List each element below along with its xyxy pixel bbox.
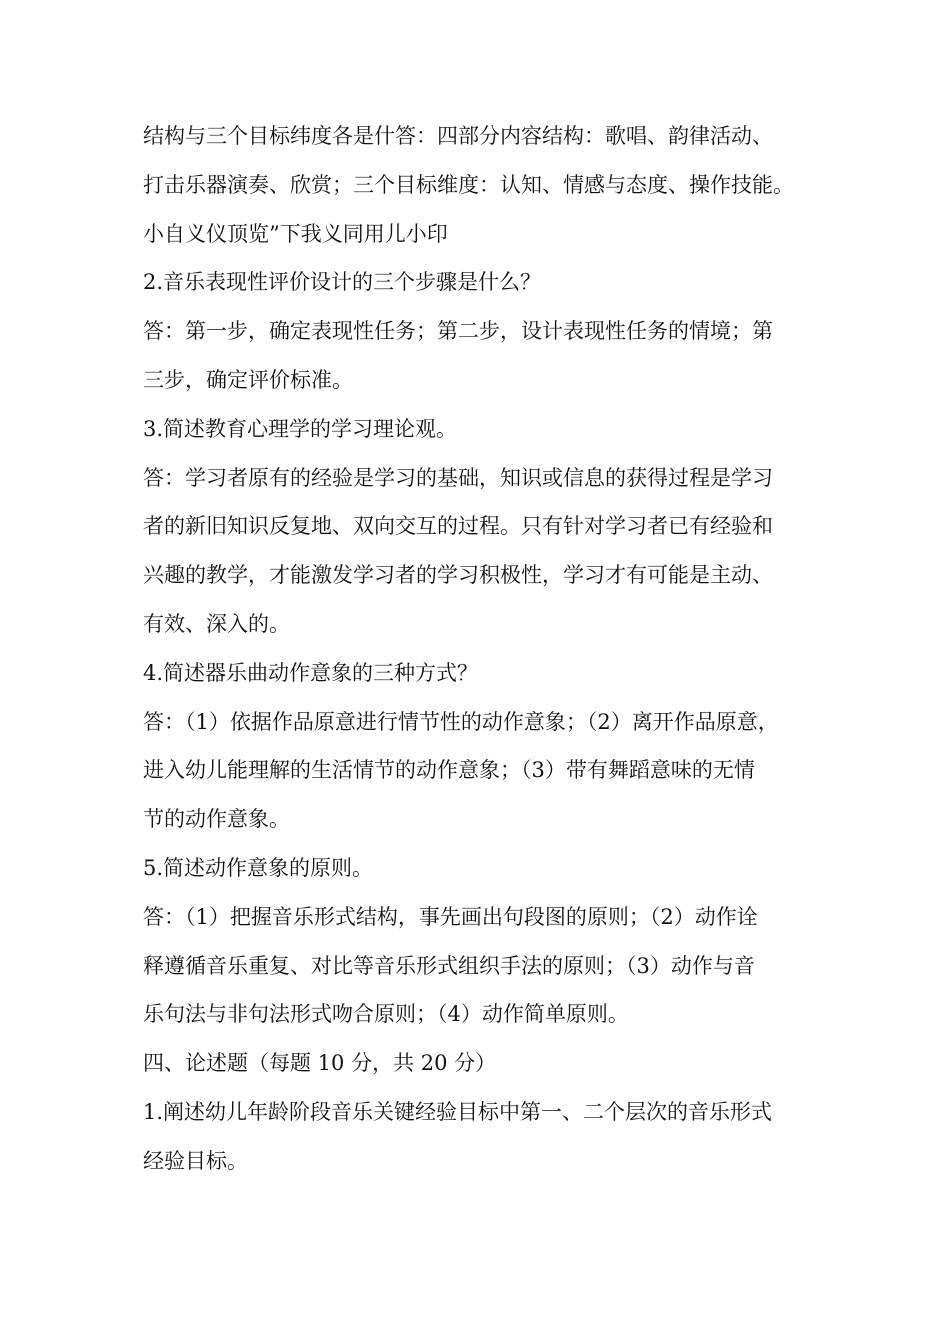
answer-5-line-2: 释遵循音乐重复、对比等音乐形式组织手法的原则；（3）动作与音 <box>143 953 755 978</box>
question-2: 2.音乐表现性评价设计的三个步骤是什么？ <box>143 270 542 295</box>
answer-3-line-2: 者的新旧知识反复地、双向交互的过程。只有针对学习者已有经验和 <box>143 514 773 539</box>
answer-5-line-1: 答：（1）把握音乐形式结构，事先画出句段图的原则；（2）动作诠 <box>143 904 758 929</box>
answer-4-line-2: 进入幼儿能理解的生活情节的动作意象；（3）带有舞蹈意味的无情 <box>143 758 755 783</box>
answer-4-line-3: 节的动作意象。 <box>143 807 290 832</box>
text-line-stray: 小自义仪顶览”下我义同用儿小印 <box>143 221 448 246</box>
document-body <box>143 112 813 1186</box>
answer-2-line-2: 三步，确定评价标准。 <box>143 367 353 392</box>
answer-3-line-4: 有效、深入的。 <box>143 611 290 636</box>
answer-2-line-1: 答：第一步，确定表现性任务；第二步，设计表现性任务的情境；第 <box>143 319 773 344</box>
answer-4-line-1: 答：（1）依据作品原意进行情节性的动作意象；（2）离开作品原意， <box>143 709 779 734</box>
answer-3-line-3: 兴趣的教学，才能激发学习者的学习积极性，学习才有可能是主动、 <box>143 563 773 588</box>
question-3: 3.简述教育心理学的学习理论观。 <box>143 416 458 441</box>
text-line-answer-dimensions: 打击乐器演奏、欣赏；三个目标维度：认知、情感与态度、操作技能。 <box>143 172 794 197</box>
text-line-answer-structure: 结构与三个目标纬度各是什答：四部分内容结构：歌唱、韵律活动、 <box>143 124 773 148</box>
question-4: 4.简述器乐曲动作意象的三种方式？ <box>143 660 479 685</box>
essay-question-1-line-2: 经验目标。 <box>143 1148 248 1173</box>
essay-question-1-line-1: 1.阐述幼儿年龄阶段音乐关键经验目标中第一、二个层次的音乐形式 <box>143 1099 773 1124</box>
answer-5-line-3: 乐句法与非句法形式吻合原则；（4）动作简单原则。 <box>143 1002 629 1027</box>
answer-3-line-1: 答：学习者原有的经验是学习的基础，知识或信息的获得过程是学习 <box>143 465 773 490</box>
question-5: 5.简述动作意象的原则。 <box>143 855 374 880</box>
section-heading-essay: 四、论述题（每题 10 分，共 20 分） <box>143 1051 497 1076</box>
